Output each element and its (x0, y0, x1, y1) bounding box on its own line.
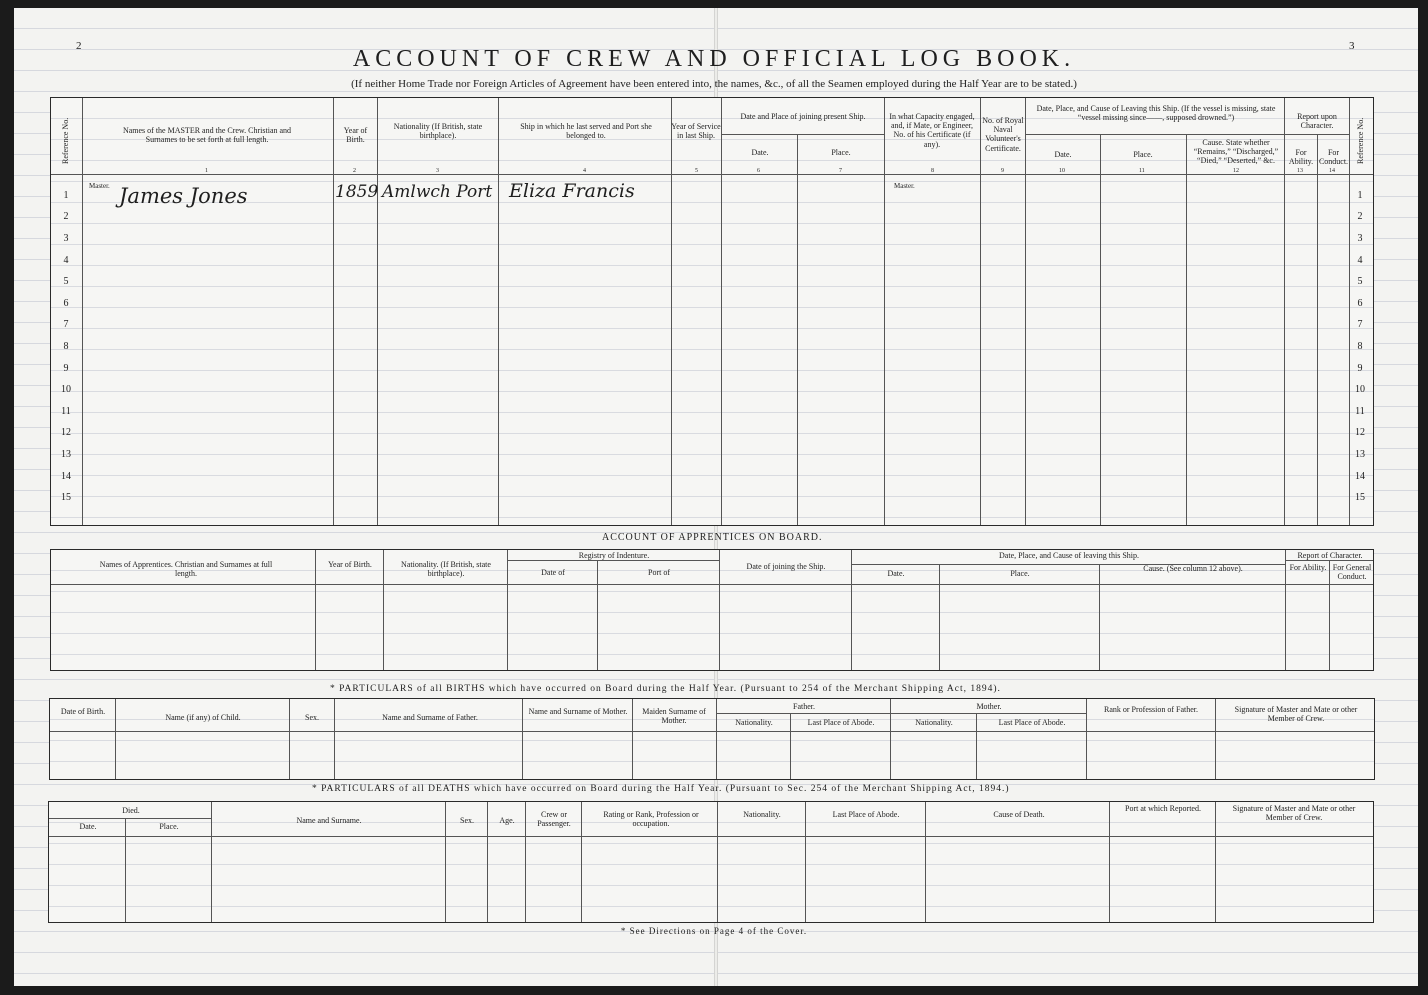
appr-header-port-of: Port of (648, 568, 670, 577)
right-page-number: 3 (1349, 40, 1355, 52)
header-leaving-group: Date, Place, and Cause of Leaving this Ship. (If the vessel is missing, state “vessel missing since——, supposed drowned.”) (1036, 104, 1276, 123)
death-header-signature: Signature of Master and Mate or other Member of Crew. (1232, 804, 1356, 823)
birth-header-sex: Sex. (305, 713, 319, 722)
birth-header-date: Date of Birth. (60, 707, 106, 716)
header-names: Names of the MASTER and the Crew. Christian and Surnames to be set forth at full length. (122, 126, 292, 145)
header-join-date: Date. (751, 148, 769, 157)
death-header-age: Age. (499, 816, 515, 825)
death-header-name: Name and Surname. (296, 816, 362, 825)
row-number: 4 (63, 255, 69, 266)
appr-header-place: Place. (1010, 569, 1030, 578)
row-number: 7 (63, 319, 69, 330)
row-number-right: 6 (1357, 298, 1363, 309)
header-year-service: Year of Service in last Ship. (671, 122, 721, 141)
apprentices-table (50, 549, 1374, 671)
appr-header-leaving: Date, Place, and Cause of leaving this Ship. (999, 551, 1139, 560)
death-header-cause: Cause of Death. (993, 810, 1045, 819)
row-number: 14 (61, 471, 71, 482)
birth-header-f-nat: Nationality. (735, 718, 773, 727)
column-number: 6 (757, 168, 760, 174)
row-number-right: 3 (1357, 233, 1363, 244)
birth-header-father-name: Name and Surname of Father. (382, 713, 478, 722)
birth-header-mother: Mother. (976, 702, 1002, 711)
birth-header-f-abode: Last Place of Abode. (807, 718, 875, 727)
row-number-right: 7 (1357, 319, 1363, 330)
appr-header-registry: Registry of Indenture. (578, 551, 650, 560)
appr-header-ability: For Ability. (1289, 563, 1327, 572)
row-number: 10 (61, 384, 71, 395)
row-number-right: 8 (1357, 341, 1363, 352)
header-for-conduct: For Conduct. (1318, 148, 1349, 167)
row-number: 11 (61, 406, 71, 417)
master-label: Master. (89, 182, 110, 190)
left-page-number: 2 (76, 40, 82, 52)
row-number-right: 15 (1355, 492, 1365, 503)
birth-header-father: Father. (793, 702, 815, 711)
crew-year-entry: 1859 (335, 182, 379, 202)
death-header-nationality: Nationality. (743, 810, 781, 819)
column-number: 11 (1139, 168, 1145, 174)
birth-header-maiden: Maiden Surname of Mother. (642, 707, 706, 726)
row-number-right: 14 (1355, 471, 1365, 482)
death-header-date: Date. (79, 822, 97, 831)
birth-header-mother-name: Name and Surname of Mother. (528, 707, 628, 716)
column-number: 2 (353, 168, 356, 174)
row-number: 5 (63, 276, 69, 287)
appr-header-nationality: Nationality. (If British, state birthplace). (401, 560, 491, 579)
appr-header-names: Names of Apprentices. Christian and Surnames at full length. (99, 560, 273, 579)
header-ship-last: Ship in which he last served and Port she belonged to. (520, 122, 652, 141)
column-number: 13 (1297, 168, 1303, 174)
page-subtitle: (If neither Home Trade nor Foreign Articles of Agreement have been entered into, the names, &c., of all the Seamen employed during the Half Year are to be stated.) (351, 78, 1077, 90)
capacity-label: Master. (894, 182, 915, 190)
column-number: 10 (1059, 168, 1065, 174)
appr-header-date-of: Date of (541, 568, 565, 577)
row-number-right: 11 (1355, 406, 1365, 417)
death-header-place: Place. (159, 822, 179, 831)
column-number: 3 (436, 168, 439, 174)
column-number: 4 (583, 168, 586, 174)
death-header-crew: Crew or Passenger. (537, 810, 571, 829)
header-ref-no: Reference No. (61, 117, 70, 164)
header-year-birth: Year of Birth. (343, 126, 368, 145)
header-ref-no-right: Reference No. (1356, 117, 1365, 164)
birth-header-m-abode: Last Place of Abode. (998, 718, 1066, 727)
crew-ship-entry: Eliza Francis (509, 180, 635, 202)
appr-header-cause: Cause. (See column 12 above). (1143, 564, 1243, 573)
header-leave-place: Place. (1133, 150, 1153, 159)
appr-header-date: Date. (887, 569, 905, 578)
column-number: 9 (1001, 168, 1004, 174)
row-number-right: 1 (1357, 190, 1363, 201)
row-number: 3 (63, 233, 69, 244)
header-rnv: No. of Royal Naval Volunteer's Certificate. (982, 116, 1024, 153)
column-number: 1 (205, 168, 208, 174)
death-header-port: Port at which Reported. (1125, 804, 1201, 813)
header-joining-group: Date and Place of joining present Ship. (740, 112, 866, 121)
death-header-rating: Rating or Rank, Profession or occupation. (603, 810, 699, 829)
row-number: 8 (63, 341, 69, 352)
page-title: ACCOUNT OF CREW AND OFFICIAL LOG BOOK. (352, 46, 1076, 72)
header-join-place: Place. (831, 148, 851, 157)
row-number-right: 2 (1357, 211, 1363, 222)
row-number: 6 (63, 298, 69, 309)
header-for-ability: For Ability. (1288, 148, 1314, 167)
row-number: 1 (63, 190, 69, 201)
column-number: 12 (1233, 168, 1239, 174)
header-nationality: Nationality (If British, state birthplace). (393, 122, 483, 141)
deaths-table (48, 801, 1374, 923)
header-report: Report upon Character. (1297, 112, 1337, 131)
appr-header-joining: Date of joining the Ship. (746, 562, 826, 571)
row-number: 15 (61, 492, 71, 503)
births-table (49, 698, 1375, 780)
death-header-sex: Sex. (460, 816, 474, 825)
row-number-right: 9 (1357, 363, 1363, 374)
birth-header-signature: Signature of Master and Mate or other Member of Crew. (1234, 705, 1358, 724)
birth-header-child: Name (if any) of Child. (165, 713, 241, 722)
footer-note: * See Directions on Page 4 of the Cover. (620, 926, 808, 936)
column-number: 7 (839, 168, 842, 174)
death-header-abode: Last Place of Abode. (832, 810, 900, 819)
row-number: 12 (61, 427, 71, 438)
column-number: 8 (931, 168, 934, 174)
deaths-title: * PARTICULARS of all DEATHS which have occurred on Board during the Half Year. (Pursuant to Sec. 254 of the Merchant Shipping Act, 1894.) (312, 784, 1010, 794)
row-number: 13 (61, 449, 71, 460)
row-number: 2 (63, 211, 69, 222)
row-number: 9 (63, 363, 69, 374)
birth-header-rank: Rank or Profession of Father. (1104, 705, 1198, 714)
appr-header-conduct: For General Conduct. (1332, 563, 1372, 582)
death-header-died: Died. (122, 806, 140, 815)
appr-header-report: Report of Character. (1297, 551, 1363, 560)
column-number: 14 (1329, 168, 1335, 174)
row-number-right: 5 (1357, 276, 1363, 287)
appr-header-year: Year of Birth. (328, 560, 372, 569)
row-number-right: 12 (1355, 427, 1365, 438)
header-leave-date: Date. (1054, 150, 1072, 159)
header-capacity: In what Capacity engaged, and, if Mate, or Engineer, No. of his Certificate (if any). (889, 112, 975, 149)
crew-name-entry: James Jones (119, 184, 248, 208)
row-number-right: 4 (1357, 255, 1363, 266)
births-title: * PARTICULARS of all BIRTHS which have occurred on Board during the Half Year. (Pursuant to 254 of the Merchant Shipping Act, 1894). (330, 684, 1001, 694)
birth-header-m-nat: Nationality. (915, 718, 953, 727)
crew-table (50, 97, 1374, 526)
row-number-right: 13 (1355, 449, 1365, 460)
column-number: 5 (695, 168, 698, 174)
crew-nationality-entry: Amlwch Port (382, 182, 493, 202)
header-cause: Cause. State whether “Remains,” “Discharged,” “Died,” “Deserted,” &c. (1193, 138, 1279, 166)
row-number-right: 10 (1355, 384, 1365, 395)
apprentices-title: ACCOUNT OF APPRENTICES ON BOARD. (602, 532, 823, 543)
